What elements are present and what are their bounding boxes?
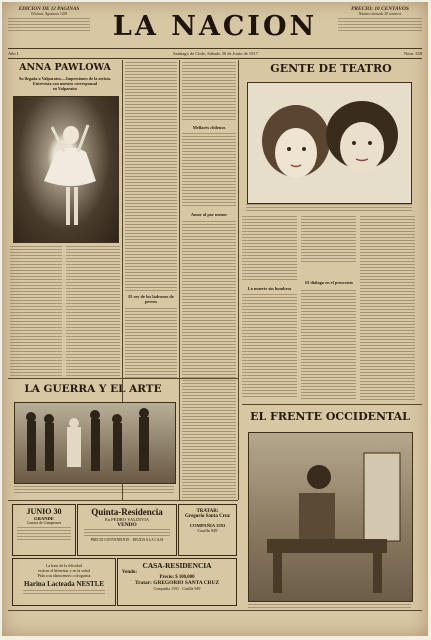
ads-rule	[8, 500, 238, 501]
masthead: LA NACION	[112, 11, 318, 42]
teatro-caption-text	[246, 204, 412, 212]
teatro-headline: GENTE DE TEATRO	[270, 62, 392, 75]
casa-sell: Vendo:	[122, 570, 138, 575]
edition-box	[8, 6, 90, 32]
casa-tratar: Tratar: GREGORIO SANTA CRUZ	[134, 580, 220, 586]
quinta-details	[84, 529, 170, 537]
teatro-text-col1	[242, 216, 297, 281]
nestle-brand: Harina Lacteada NESTLE	[23, 580, 105, 588]
teatro-caption	[246, 204, 412, 212]
column-3-text-top	[182, 62, 236, 122]
pavlowa-sub2: Entrevista con nuestro corresponsal	[32, 81, 98, 87]
tratar-company: COMPAÑIA 1591	[189, 523, 226, 528]
tratar-ad	[178, 504, 237, 556]
pavlowa-sub1: Su llegada a Valparaíso.—Impresiones de la artista.	[18, 76, 112, 81]
column-rule	[179, 60, 180, 500]
casa-price: Precio: $ 100,000	[159, 575, 195, 580]
edition-label: EDICION DE 12 PAGINAS	[18, 6, 80, 12]
price-box	[338, 6, 422, 32]
casa-residencia-ad	[117, 558, 237, 606]
tratar-casilla: Casilla 949	[197, 528, 218, 533]
date-label: Santiago de Chile, Sábado 30 de Junio de 1917	[173, 51, 258, 56]
column-3-text-mid	[182, 133, 236, 208]
casa-addr: Compañía 1591 · Casilla 949	[153, 586, 201, 591]
muerte-headline: La muerte sin hombros	[242, 286, 297, 291]
junio-line2: Carrera de Campeones	[26, 521, 62, 525]
pavlowa-text-right	[66, 246, 120, 376]
dog-thieves-line2: perros	[144, 299, 158, 304]
quinta-price: PRECIO CONVENIENTE · DEUDA A LA CAJA	[90, 538, 164, 542]
nestle-intro2: está en el bienestar y en la salud	[38, 568, 90, 573]
tratar-name: Gregorio Santa Cruz	[185, 514, 230, 519]
edition-info-text	[8, 18, 90, 32]
dog-thieves-line1: El rey de los ladrones de	[128, 294, 174, 299]
quinta-residencia-ad	[77, 504, 177, 556]
frente-photo	[248, 432, 413, 602]
junio-title: JUNIO 30	[26, 507, 62, 516]
nestle-details	[23, 590, 105, 596]
price-label: PRECIO: 10 CENTAVOS	[351, 6, 409, 12]
dog-thieves-headline	[125, 294, 177, 304]
teatro-text-col3	[360, 216, 415, 400]
teatro-text-col2b	[301, 290, 356, 400]
column-2-text	[125, 62, 177, 292]
quinta-owner: En PEDRO VALDIVIA	[104, 517, 150, 522]
junio-details	[17, 527, 71, 541]
nestle-intro: La base de la felicidad	[46, 563, 82, 568]
bottom-rule	[8, 610, 422, 611]
pavlowa-subheads	[10, 76, 120, 92]
teatro-photo	[247, 82, 412, 204]
nestle-ad	[12, 558, 116, 606]
pavlowa-sub3: en Valparaíso	[52, 86, 78, 92]
section-rule	[242, 404, 422, 405]
offices-label: Oficinas: Agustinas 1269	[30, 12, 68, 16]
nestle-intro3: Pida a su almacenero o droguista	[37, 573, 91, 578]
amor-headline: Amor al por menor	[182, 212, 236, 217]
teatro-text-col1b	[242, 294, 297, 399]
column-3-text-lower	[182, 221, 236, 501]
pavlowa-headline: ANNA PAWLOWA	[19, 62, 111, 73]
price-info-text	[338, 18, 422, 32]
section-rule	[8, 378, 238, 379]
tratar-title: TRATAR:	[196, 509, 219, 514]
frente-headline: EL FRENTE OCCIDENTAL	[250, 410, 410, 423]
guerra-headline: LA GUERRA Y EL ARTE	[24, 383, 162, 395]
quinta-verb: VENDO	[117, 522, 137, 528]
back-issue-label: Número atrasado 20 centavos	[358, 12, 402, 16]
junio-sub: GRANDE	[34, 516, 54, 521]
column-2-text-lower	[125, 308, 177, 378]
newspaper-page	[2, 2, 428, 636]
dialogo-headline: El diálogo en el proscenio	[299, 280, 359, 285]
issue-number: Núm. 358	[404, 51, 422, 56]
guerra-caption	[14, 486, 174, 494]
casa-title: CASA-RESIDENCIA	[142, 561, 212, 570]
quinta-title: Quinta-Residencia	[91, 507, 163, 517]
pavlowa-photo	[13, 96, 119, 243]
column-rule	[238, 60, 239, 500]
dateline	[8, 48, 422, 59]
junio-ad	[12, 504, 76, 556]
year-label: Año I.	[8, 51, 20, 56]
teatro-text-col2	[301, 216, 356, 264]
pavlowa-text-left	[10, 246, 62, 376]
guerra-photo	[14, 402, 176, 484]
mellares-headline: Mellarés chilenos	[182, 125, 236, 130]
